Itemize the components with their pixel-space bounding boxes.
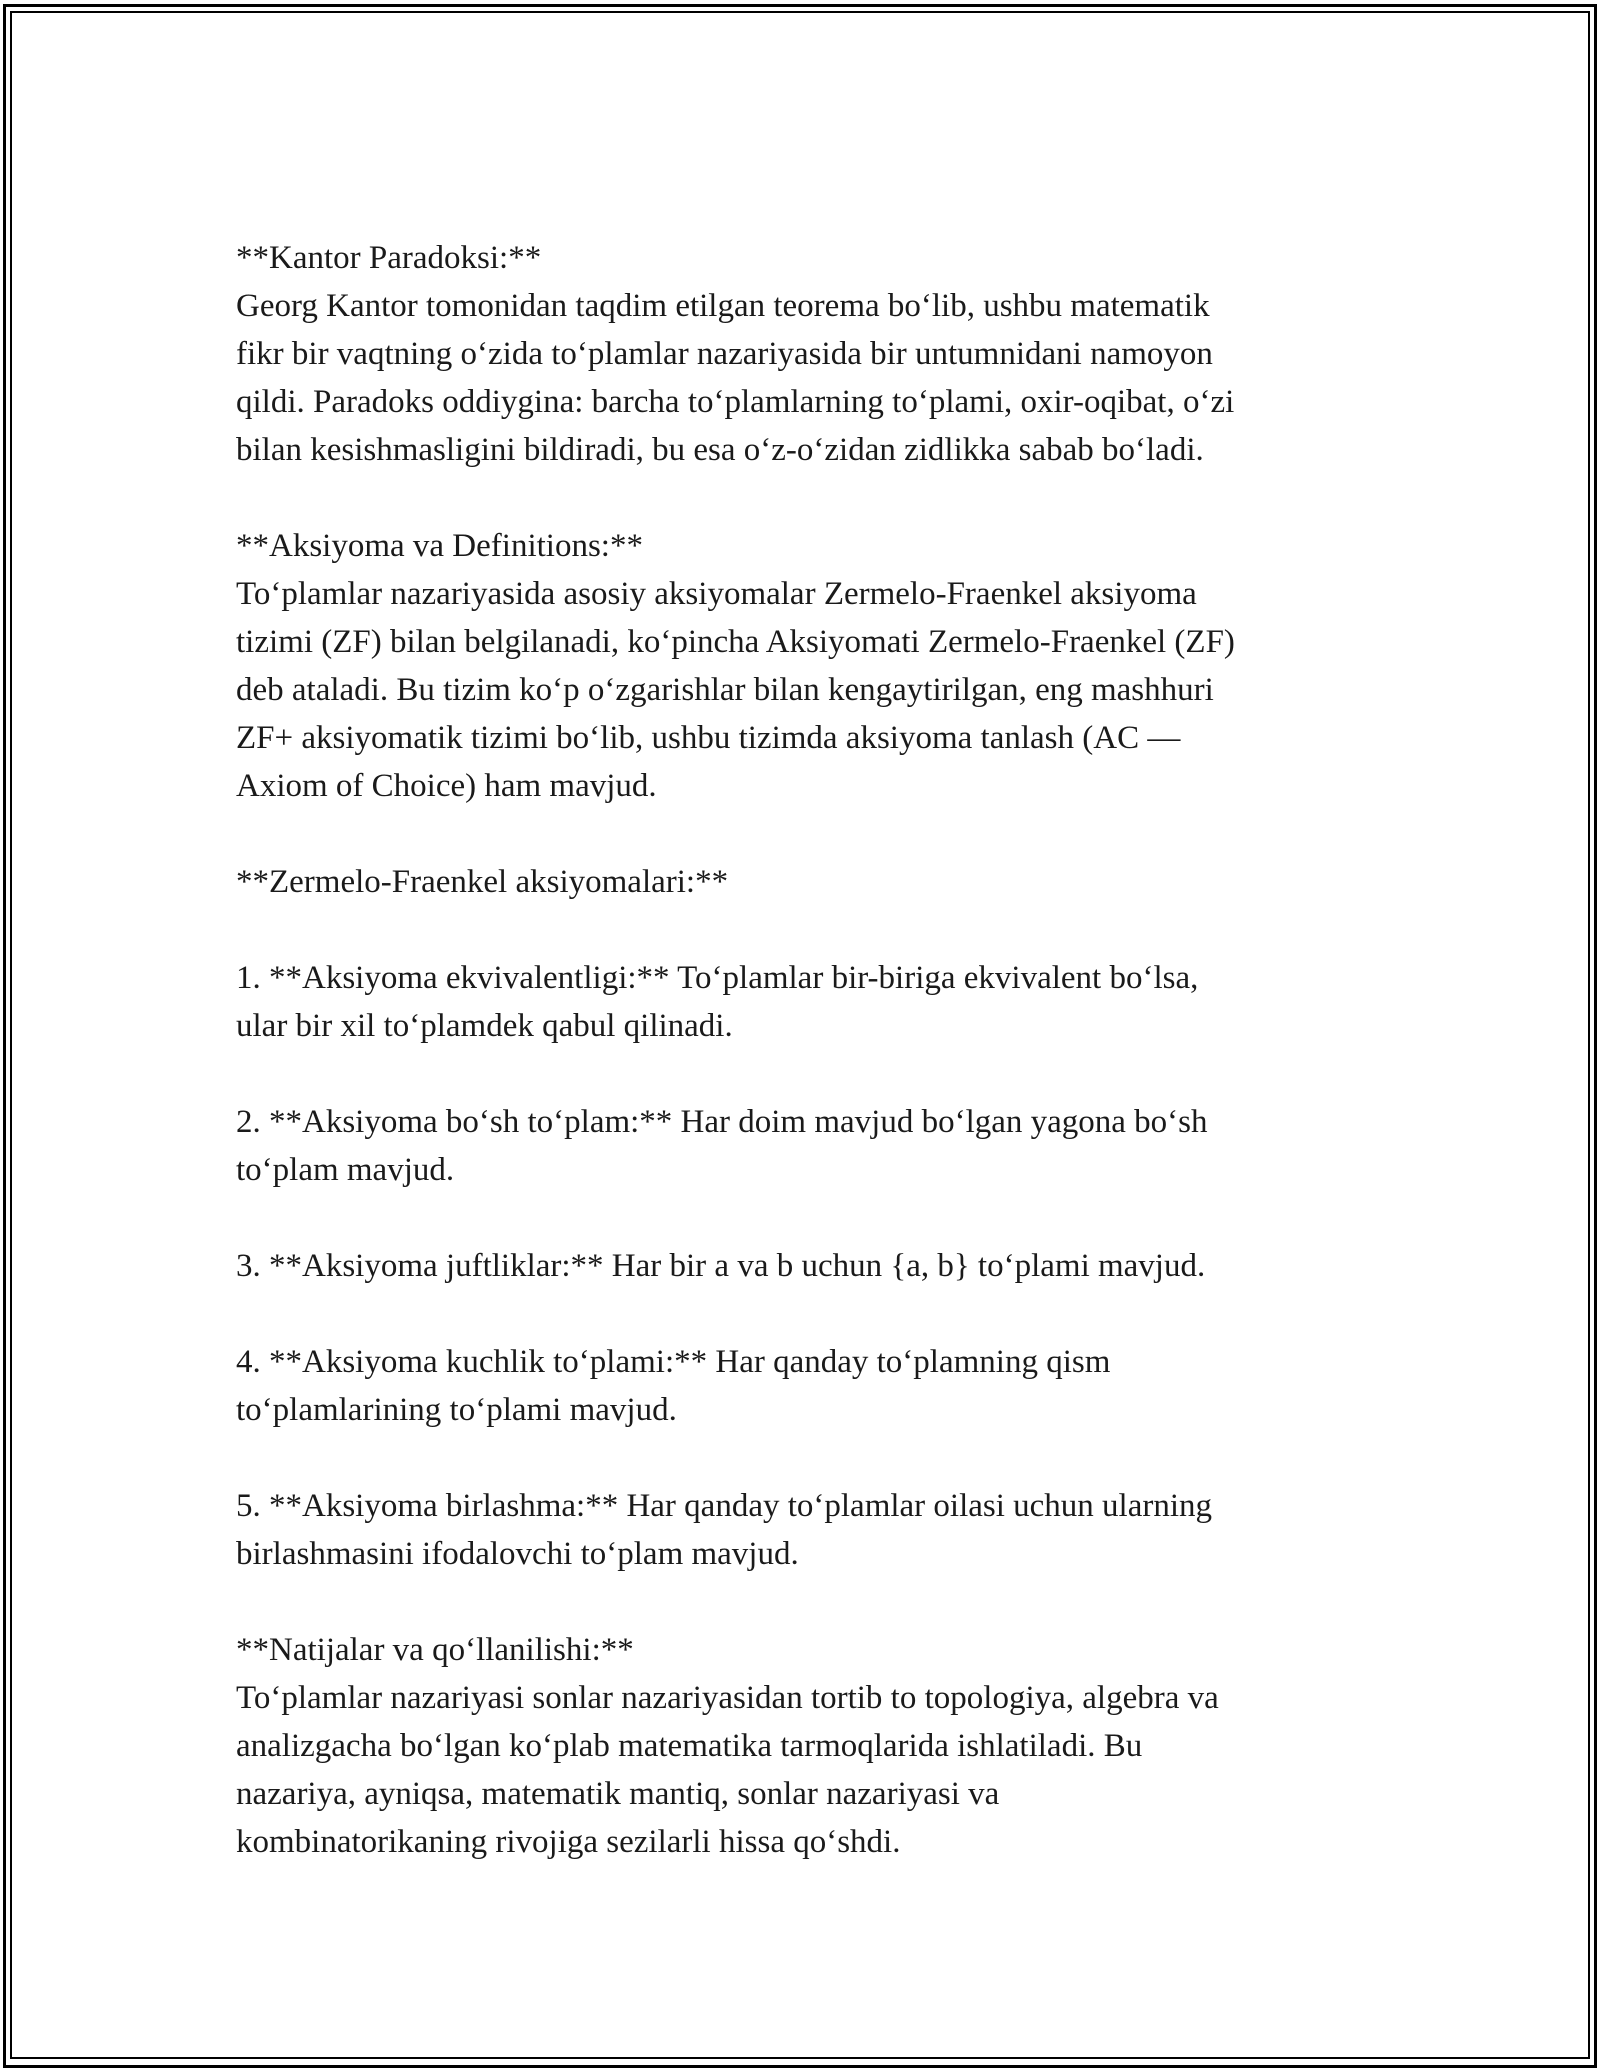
paragraph-line: To‘plamlar nazariyasida asosiy aksiyomalar Zermelo-Fraenkel aksiyoma (236, 576, 1197, 612)
section-heading: **Aksiyoma va Definitions:** (236, 528, 643, 564)
paragraph-line: qildi. Paradoks oddiygina: barcha to‘plamlarning to‘plami, oxir-oqibat, o‘zi (236, 384, 1235, 420)
list-item-axiom-4 (236, 1338, 1366, 1434)
paragraph-line: ZF+ aksiyomatik tizimi bo‘lib, ushbu tizimda aksiyoma tanlash (AC — (236, 720, 1181, 756)
paragraph-line: analizgacha bo‘lgan ko‘plab matematika tarmoqlarida ishlatiladi. Bu (236, 1728, 1143, 1764)
paragraph-line: To‘plamlar nazariyasi sonlar nazariyasidan tortib to topologiya, algebra va (236, 1680, 1219, 1716)
section-heading: **Zermelo-Fraenkel aksiyomalari:** (236, 864, 729, 900)
paragraph-line: Axiom of Choice) ham mavjud. (236, 768, 657, 804)
list-item-line: 5. **Aksiyoma birlashma:** Har qanday to‘plamlar oilasi uchun ularning (236, 1488, 1213, 1524)
list-item-line: ular bir xil to‘plamdek qabul qilinadi. (236, 1008, 733, 1044)
list-item-line: birlashmasini ifodalovchi to‘plam mavjud. (236, 1536, 799, 1572)
list-item-line: 2. **Aksiyoma bo‘sh to‘plam:** Har doim mavjud bo‘lgan yagona bo‘sh (236, 1104, 1208, 1140)
paragraph-line: nazariya, ayniqsa, matematik mantiq, sonlar nazariyasi va (236, 1776, 1000, 1812)
list-item-line: 4. **Aksiyoma kuchlik to‘plami:** Har qanday to‘plamning qism (236, 1344, 1111, 1380)
paragraph-line: Georg Kantor tomonidan taqdim etilgan teorema bo‘lib, ushbu matematik (236, 288, 1210, 324)
paragraph-line: tizimi (ZF) bilan belgilanadi, ko‘pincha Aksiyomati Zermelo-Fraenkel (ZF) (236, 624, 1235, 660)
list-item-line: to‘plamlarining to‘plami mavjud. (236, 1392, 677, 1428)
section-aksiyoma-definitions (236, 522, 1366, 810)
section-zf-heading (236, 858, 1366, 906)
section-natijalar (236, 1626, 1366, 1866)
paragraph-line: kombinatorikaning rivojiga sezilarli hissa qo‘shdi. (236, 1824, 901, 1860)
section-kantor (236, 234, 1366, 474)
section-heading: **Natijalar va qo‘llanilishi:** (236, 1632, 634, 1668)
list-item-axiom-1 (236, 954, 1366, 1050)
paragraph-line: deb ataladi. Bu tizim ko‘p o‘zgarishlar bilan kengaytirilgan, eng mashhuri (236, 672, 1214, 708)
list-item-axiom-3 (236, 1242, 1366, 1290)
section-heading: **Kantor Paradoksi:** (236, 240, 542, 276)
paragraph-line: fikr bir vaqtning o‘zida to‘plamlar nazariyasida bir untumnidani namoyon (236, 336, 1213, 372)
list-item-axiom-2 (236, 1098, 1366, 1194)
list-item-line: 3. **Aksiyoma juftliklar:** Har bir a va b uchun {a, b} to‘plami mavjud. (236, 1248, 1206, 1284)
list-item-line: to‘plam mavjud. (236, 1152, 455, 1188)
document-body (236, 234, 1366, 1914)
list-item-axiom-5 (236, 1482, 1366, 1578)
paragraph-line: bilan kesishmasligini bildiradi, bu esa o‘z-o‘zidan zidlikka sabab bo‘ladi. (236, 432, 1204, 468)
list-item-line: 1. **Aksiyoma ekvivalentligi:** To‘plamlar bir-biriga ekvivalent bo‘lsa, (236, 960, 1199, 996)
